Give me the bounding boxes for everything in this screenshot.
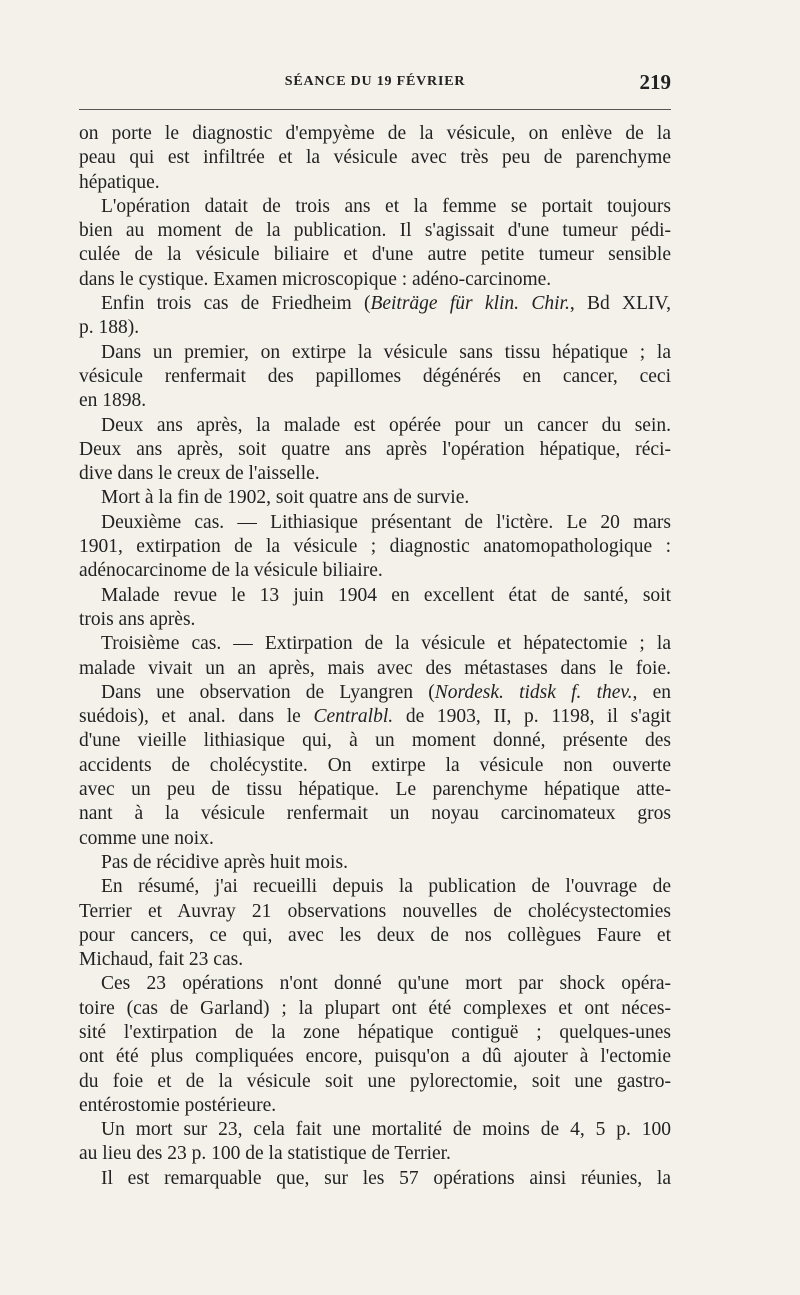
text-line: En résumé, j'ai recueilli depuis la publication de l'ouvrage de xyxy=(101,876,671,898)
text-line: pour cancers, ce qui, avec les deux de nos collègues Faure et xyxy=(79,924,671,946)
text-line: Enfin trois cas de Friedheim (Beiträge für klin. Chir., Bd XLIV, xyxy=(101,293,671,315)
text-line: peau qui est infiltrée et la vésicule avec très peu de parenchyme xyxy=(79,147,671,169)
text-line: vésicule renfermait des papillomes dégénérés en cancer, ceci xyxy=(79,365,671,387)
text-line: dans le cystique. Examen microscopique : adéno-carcinome. xyxy=(79,268,552,290)
text-line: en 1898. xyxy=(79,390,147,412)
text-line: Deuxième cas. — Lithiasique présentant de l'ictère. Le 20 mars xyxy=(101,511,671,533)
text-line: du foie et de la vésicule soit une pylorectomie, soit une gastro- xyxy=(79,1070,671,1092)
text-line: on porte le diagnostic d'empyème de la vésicule, on enlève de la xyxy=(79,123,671,144)
text-line: toire (cas de Garland) ; la plupart ont été complexes et ont néces- xyxy=(79,997,671,1019)
text-line: Troisième cas. — Extirpation de la vésicule et hépatectomie ; la xyxy=(101,633,671,655)
text-line: 1901, extirpation de la vésicule ; diagnostic anatomopathologique : xyxy=(79,536,671,558)
text-line: p. 188). xyxy=(79,317,140,339)
text-line: Malade revue le 13 juin 1904 en excellent état de santé, soit xyxy=(101,584,671,606)
header-rule xyxy=(79,109,671,110)
text-line: Terrier et Auvray 21 observations nouvelles de cholécystectomies xyxy=(79,900,671,922)
text-line: sité l'extirpation de la zone hépatique contiguë ; quelques-unes xyxy=(79,1021,671,1043)
text-line: suédois), et anal. dans le Centralbl. de 1903, II, p. 1198, il s'agit xyxy=(79,706,671,728)
text-line: Dans une observation de Lyangren (Nordesk. tidsk f. thev., en xyxy=(101,681,671,703)
text-line: Deux ans après, la malade est opérée pour un cancer du sein. xyxy=(101,414,671,436)
text-line: comme une noix. xyxy=(79,827,214,849)
text-line: L'opération datait de trois ans et la femme se portait toujours xyxy=(101,195,671,217)
text-line: Michaud, fait 23 cas. xyxy=(79,949,244,971)
text-line: entérostomie postérieure. xyxy=(79,1094,277,1116)
text-line: Mort à la fin de 1902, soit quatre ans de survie. xyxy=(101,487,470,509)
text-line: Ces 23 opérations n'ont donné qu'une mort par shock opéra- xyxy=(101,973,671,995)
running-title: SÉANCE DU 19 FÉVRIER xyxy=(284,74,466,89)
page-number: 219 xyxy=(639,70,671,94)
text-line: Il est remarquable que, sur les 57 opérations ainsi réunies, la xyxy=(101,1167,671,1189)
text-line: avec un peu de tissu hépatique. Le parenchyme hépatique atte- xyxy=(79,779,671,801)
text-line: adénocarcinome de la vésicule biliaire. xyxy=(79,560,383,582)
text-line: ont été plus compliquées encore, puisqu'on a dû ajouter à l'ectomie xyxy=(79,1046,671,1068)
text-line: malade vivait un an après, mais avec des métastases dans le foie. xyxy=(79,657,671,679)
text-line: Deux ans après, soit quatre ans après l'opération hépatique, réci- xyxy=(79,438,671,460)
text-line: dive dans le creux de l'aisselle. xyxy=(79,463,320,485)
text-line: nant à la vésicule renfermait un noyau carcinomateux gros xyxy=(79,803,671,825)
running-head xyxy=(79,70,671,100)
text-line: trois ans après. xyxy=(79,608,196,630)
text-line: bien au moment de la publication. Il s'agissait d'une tumeur pédi- xyxy=(79,220,671,242)
body-text xyxy=(79,122,671,1191)
text-line: Dans un premier, on extirpe la vésicule sans tissu hépatique ; la xyxy=(101,341,671,363)
text-line: hépatique. xyxy=(79,171,160,193)
text-line: d'une vieille lithiasique qui, à un moment donné, présente des xyxy=(79,730,671,752)
text-line: culée de la vésicule biliaire et d'une autre petite tumeur sensible xyxy=(79,244,671,266)
text-line: au lieu des 23 p. 100 de la statistique de Terrier. xyxy=(79,1143,451,1165)
text-line: Pas de récidive après huit mois. xyxy=(101,851,348,873)
text-line: accidents de cholécystite. On extirpe la vésicule non ouverte xyxy=(79,754,671,776)
text-line: Un mort sur 23, cela fait une mortalité de moins de 4, 5 p. 100 xyxy=(101,1119,671,1141)
